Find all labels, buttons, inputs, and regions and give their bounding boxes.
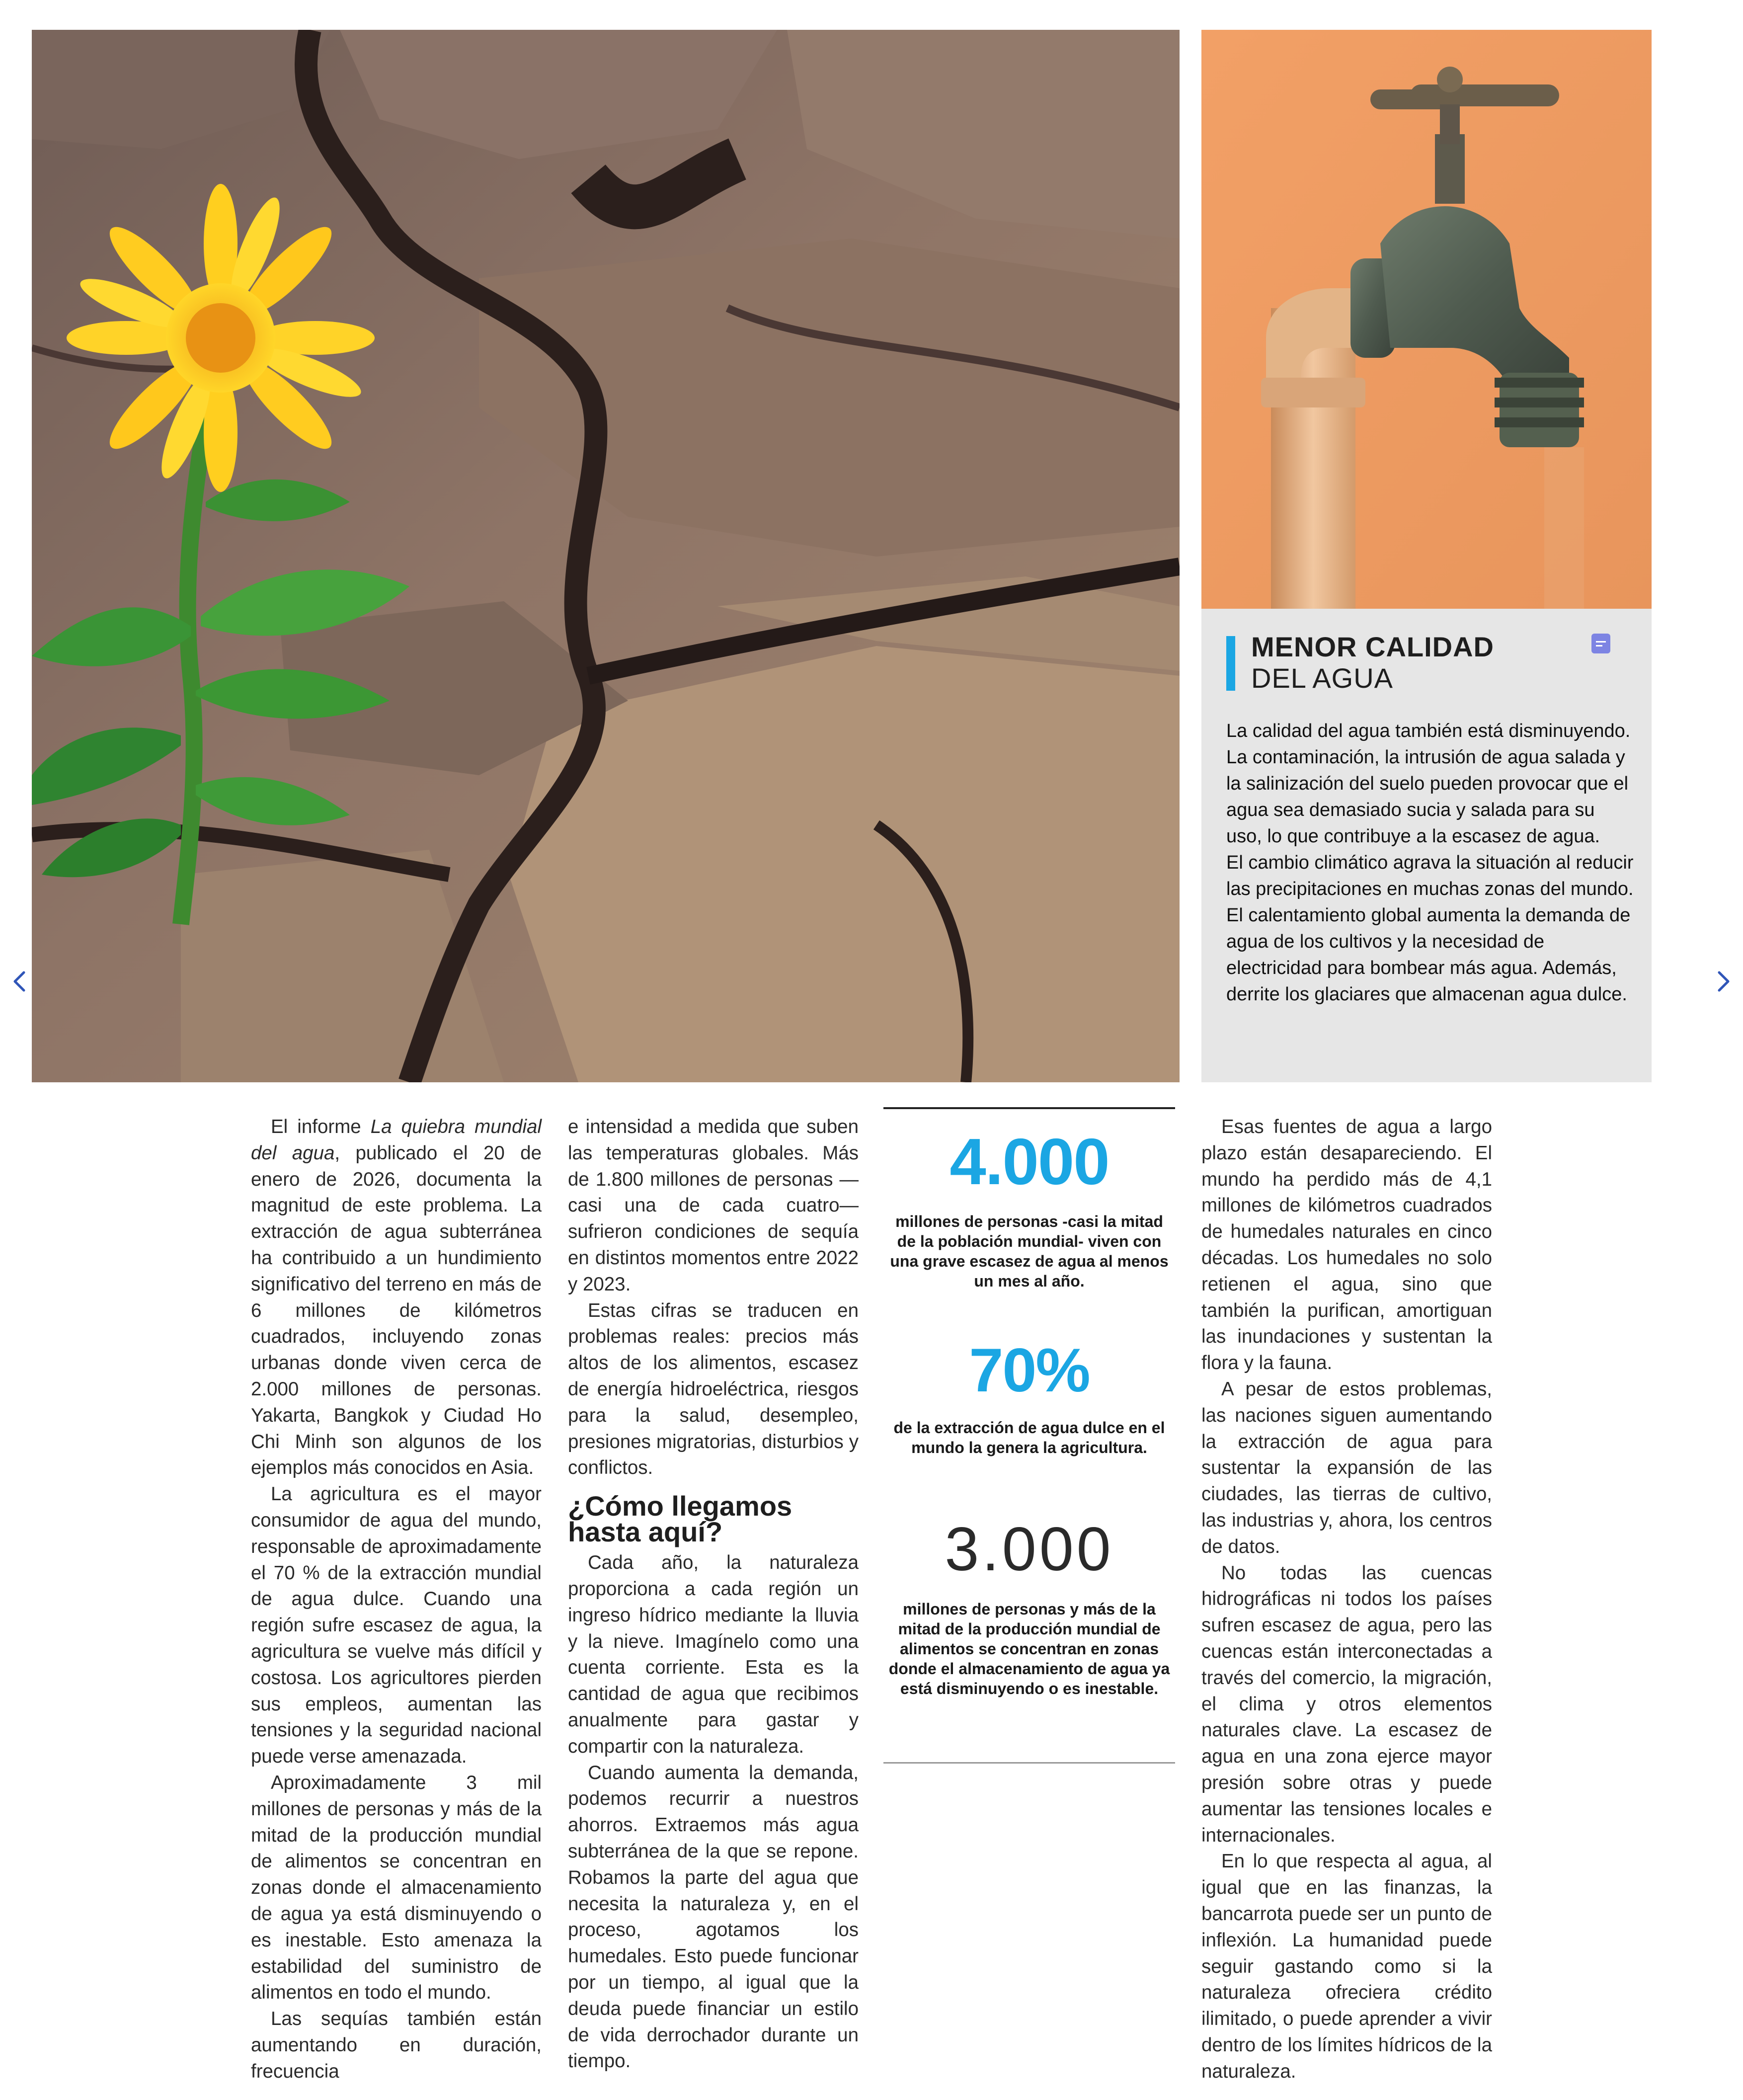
article-column-2: [568, 1114, 859, 2075]
intro-prefix: El informe: [271, 1116, 371, 1137]
article-paragraph: Cada año, la naturaleza proporciona a cada región un ingreso hídrico mediante la lluvia y la nieve. Imagínelo como una cuenta corriente. Esta es la cantidad de agua que recibimos anualmente para gastar y compartir con la naturaleza.: [568, 1552, 859, 1757]
cracked-soil-illustration: [32, 30, 1180, 1082]
divider: [883, 1107, 1175, 1109]
chevron-right-icon: [1708, 967, 1738, 996]
stat-caption: de la extracción de agua dulce en el mundo la genera la agricultura.: [893, 1419, 1165, 1456]
chevron-left-icon: [5, 967, 35, 996]
stats-column: [883, 1107, 1175, 1764]
article-paragraph: En lo que respecta al agua, al igual que en las finanzas, la bancarrota puede ser un punto de inflexión. La humanidad puede seguir gastando como si la naturaleza ofreciera crédito ilimitado, o puede aprender a vivir dentro de los límites hídricos de la naturaleza.: [1201, 1851, 1492, 2082]
article-paragraph: Cuando aumenta la demanda, podemos recurrir a nuestros ahorros. Extraemos más agua subterránea de la que se repone. Robamos la parte del agua que necesita la naturaleza y, en el proceso, agotamos los humedales. Esto puede funcionar por un tiempo, al igual que la deuda puede financiar un estilo de vida derrochador durante un tiempo.: [568, 1762, 859, 2072]
sidebar-subtitle: DEL AGUA: [1251, 662, 1394, 694]
article-paragraph: Aproximadamente 3 mil millones de personas y más de la mitad de la producción mundial de alimentos se concentran en zonas donde el almacenamiento de agua ya está disminuyendo o es inestable. Esto amenaza la estabilidad del suministro de alimentos en todo el mundo.: [251, 1772, 542, 2004]
sidebar-body: [1226, 718, 1634, 1008]
divider: [883, 1762, 1175, 1764]
stat-caption: millones de personas y más de la mitad de la producción mundial de alimentos se concentran en zonas donde el almacenamiento de agua ya está disminuyendo o es inestable.: [888, 1600, 1170, 1697]
article-paragraph: e intensidad a medida que suben las temperaturas globales. Más de 1.800 millones de personas —casi una de cada cuatro— sufrieron condiciones de sequía en distintos momentos entre 2022 y 2023.: [568, 1116, 859, 1295]
report-title: La quiebra mundial del agua: [251, 1116, 542, 1164]
article-column-4: [1201, 1114, 1492, 2085]
note-icon[interactable]: [1591, 634, 1610, 653]
sidebar-paragraph: El cambio climático agrava la situación al reducir las precipitaciones en muchas zonas del mundo. El calentamiento global aumenta la demanda de agua de los cultivos y la necesidad de electricidad para bombear más agua. Además, derrite los glaciares que almacenan agua dulce.: [1226, 852, 1634, 1005]
sidebar-water-quality: [1201, 609, 1652, 1082]
article-paragraph: A pesar de estos problemas, las naciones siguen aumentando la extracción de agua para sustentar la expansión de las ciudades, las tierras de cultivo, las industrias y, ahora, los centros de datos.: [1201, 1378, 1492, 1557]
faucet-illustration: [1201, 30, 1652, 609]
intro-rest: , publicado el 20 de enero de 2026, documenta la magnitud de este problema. La extracción de agua subterránea ha contribuido a un hundimiento significativo del terreno en más de 6 millones de kilómetros cuadrados, incluyendo zonas urbanas donde viven cerca de 2.000 millones de personas. Yakarta, Bangkok y Ciudad Ho Chi Minh son algunos de los ejemplos más conocidos en Asia.: [251, 1142, 542, 1479]
previous-page-button[interactable]: [5, 967, 35, 996]
sidebar-title: MENOR CALIDAD: [1251, 631, 1494, 662]
article-paragraph: La agricultura es el mayor consumidor de agua del mundo, responsable de aproximadamente el 70 % de la extracción mundial de agua dulce. Cuando una región sufre escasez de agua, la agricultura se vuelve más difícil y costosa. Los agricultores pierden sus empleos, aumentan las tensiones y la seguridad nacional puede verse amenazada.: [251, 1483, 542, 1768]
stat-number: 3.000: [945, 1515, 1114, 1584]
section-heading: ¿Cómo llegamos hasta aquí?: [568, 1490, 792, 1548]
accent-bar: [1226, 636, 1235, 691]
article-column-1: [251, 1114, 542, 2085]
sidebar-paragraph: La calidad del agua también está disminuyendo. La contaminación, la intrusión de agua salada y la salinización del suelo pueden provocar que el agua sea demasiado sucia y salada para su uso, lo que contribuye a la escasez de agua.: [1226, 721, 1631, 847]
stat-number: 70%: [969, 1336, 1090, 1405]
faucet-image: [1201, 30, 1652, 609]
article-paragraph: [251, 1114, 542, 1481]
article-paragraph: Las sequías también están aumentando en duración, frecuencia: [251, 2008, 542, 2082]
article-paragraph: Esas fuentes de agua a largo plazo están desapareciendo. El mundo ha perdido más de 4,1 millones de kilómetros cuadrados de humedales naturales en cinco décadas. Los humedales no solo retienen el agua, sino que también la purifican, amortiguan las inundaciones y sustentan la flora y la fauna.: [1201, 1116, 1492, 1374]
hero-image-cracked-soil: [32, 30, 1180, 1082]
stat-number: 4.000: [950, 1125, 1109, 1198]
article-paragraph: No todas las cuencas hidrográficas ni todos los países sufren escasez de agua, pero las cuencas están interconectadas a través del comercio, la migración, el clima y otros elementos naturales clave. La escasez de agua en una zona ejerce mayor presión sobre otras y puede aumentar las tensiones locales e internacionales.: [1201, 1562, 1492, 1846]
next-page-button[interactable]: [1708, 967, 1738, 996]
article-paragraph: Estas cifras se traducen en problemas reales: precios más altos de los alimentos, escasez de energía hidroeléctrica, riesgos para la salud, desempleo, presiones migratorias, disturbios y conflictos.: [568, 1299, 859, 1479]
stat-caption: millones de personas -casi la mitad de la población mundial- viven con una grave escasez de agua al menos un mes al año.: [890, 1212, 1169, 1290]
